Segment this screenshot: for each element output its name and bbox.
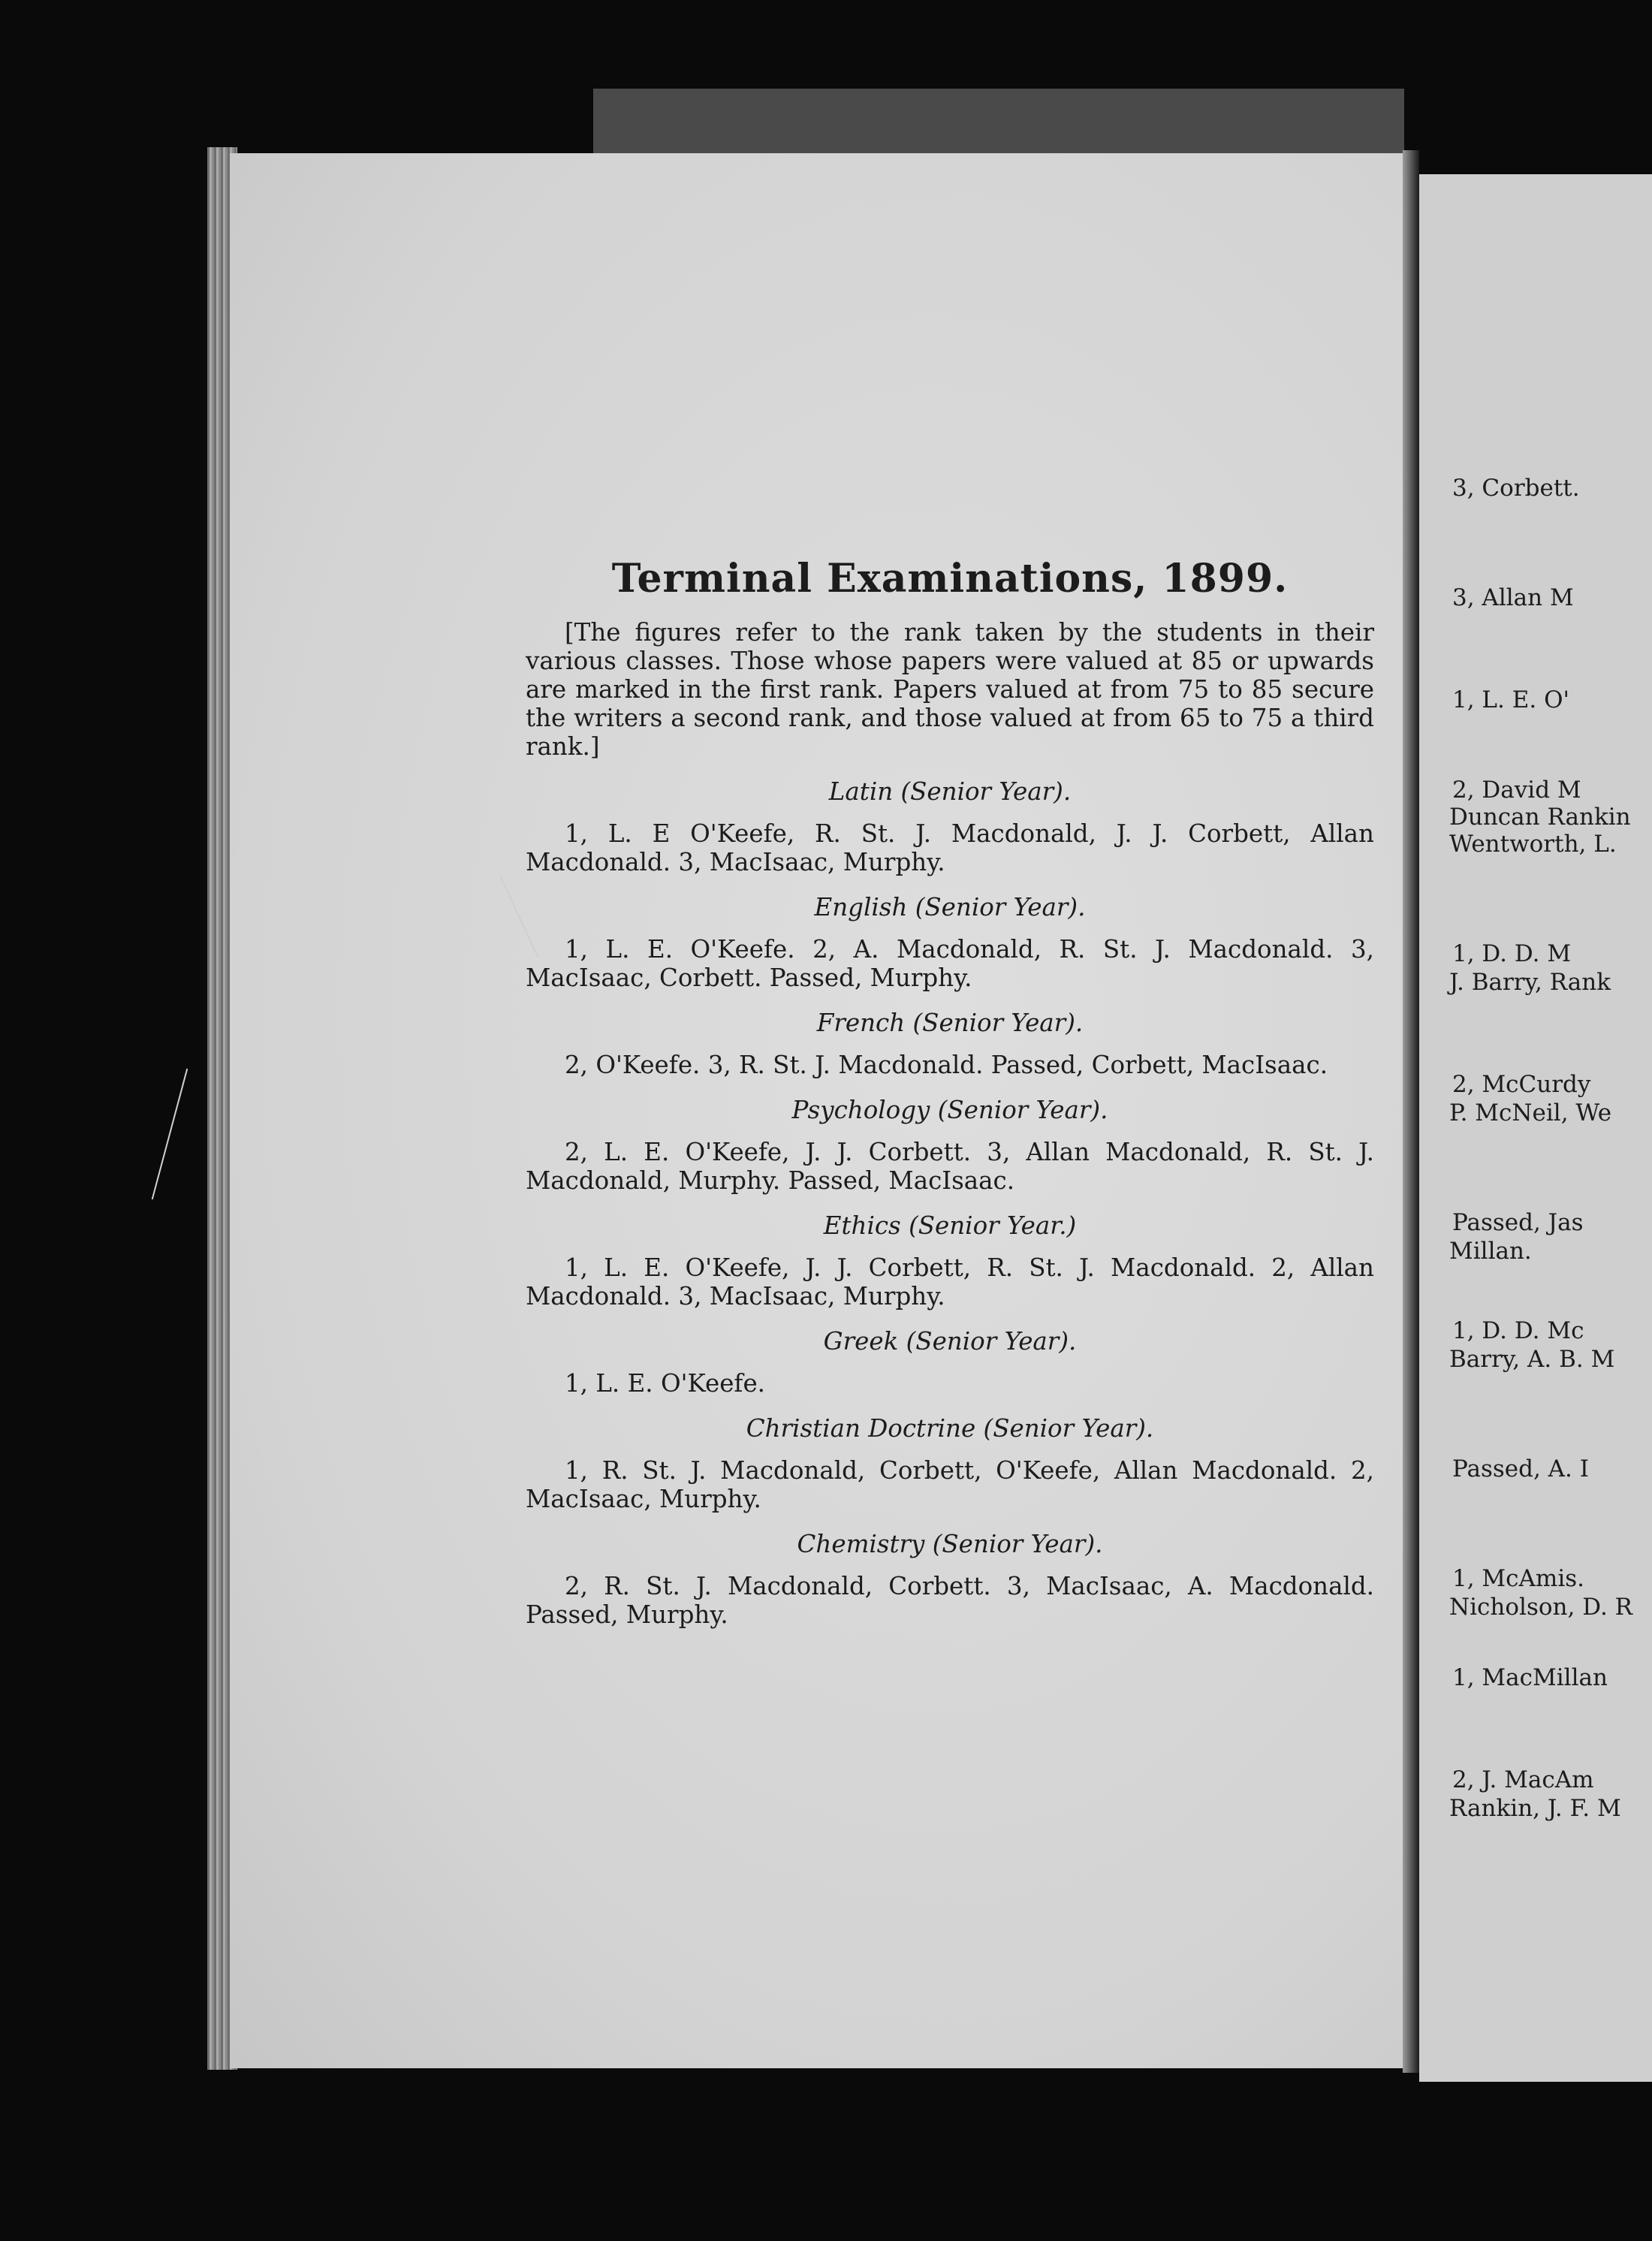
book-gutter: [1403, 150, 1419, 2073]
document-content: [526, 556, 1374, 1629]
right-page-line: Rankin, J. F. M: [1449, 1795, 1621, 1822]
section-title: English (Senior Year).: [814, 893, 1086, 921]
right-page-line: Duncan Rankin: [1449, 804, 1631, 831]
section-body: 1, L. E. O'Keefe. 2, A. Macdonald, R. St. J. Macdonald. 3, MacIsaac, Corbett. Passed, Murphy.: [526, 935, 1374, 992]
right-page-line: 1, MacMillan: [1452, 1664, 1608, 1691]
section-title: Chemistry (Senior Year).: [797, 1530, 1103, 1558]
right-page-line: Nicholson, D. R: [1449, 1594, 1632, 1621]
right-page-line: Wentworth, L.: [1449, 831, 1617, 858]
right-page-line: Passed, A. I: [1452, 1455, 1590, 1482]
section-body: 1, L. E O'Keefe, R. St. J. Macdonald, J. J. Corbett, Allan Macdonald. 3, MacIsaac, Murphy.: [526, 819, 1374, 876]
section-body: 1, L. E. O'Keefe.: [565, 1369, 766, 1398]
section-french: [526, 1009, 1374, 1079]
right-page-line: 3, Corbett.: [1452, 475, 1580, 502]
section-title: Latin (Senior Year).: [828, 777, 1072, 806]
section-psychology: [526, 1096, 1374, 1195]
right-page-line: 2, McCurdy: [1452, 1071, 1591, 1098]
section-title: Psychology (Senior Year).: [791, 1096, 1108, 1124]
section-english: [526, 893, 1374, 992]
right-page-line: 1, McAmis.: [1452, 1565, 1584, 1592]
section-latin: [526, 777, 1374, 876]
section-christian-doctrine: [526, 1414, 1374, 1513]
right-page-line: 2, J. MacAm: [1452, 1766, 1594, 1793]
intro-paragraph: [The figures refer to the rank taken by the students in their various classes. Those whose papers were valued at 85 or upwards are marked in the first rank. Papers valued at from 75 to 85 secure the writers a second rank, and those valued at from 65 to 75 a third rank.]: [526, 618, 1374, 761]
right-page-line: 3, Allan M: [1452, 584, 1574, 611]
right-page-line: 2, David M: [1452, 777, 1581, 804]
section-body: 1, L. E. O'Keefe, J. J. Corbett, R. St. J. Macdonald. 2, Allan Macdonald. 3, MacIsaac, Murphy.: [526, 1253, 1374, 1311]
scratch-mark: [152, 1069, 188, 1199]
section-body: 2, L. E. O'Keefe, J. J. Corbett. 3, Allan Macdonald, R. St. J. Macdonald, Murphy. Passed, MacIsaac.: [526, 1138, 1374, 1195]
right-page-line: P. McNeil, We: [1449, 1099, 1612, 1127]
section-title: French (Senior Year).: [816, 1009, 1084, 1037]
section-body: 2, O'Keefe. 3, R. St. J. Macdonald. Passed, Corbett, MacIsaac.: [565, 1051, 1328, 1079]
right-page-line: 1, L. E. O': [1452, 686, 1569, 713]
section-title: Ethics (Senior Year.): [823, 1211, 1077, 1240]
right-page-line: 1, D. D. Mc: [1452, 1317, 1584, 1344]
right-page-line: Passed, Jas: [1452, 1209, 1584, 1236]
right-page: [1419, 174, 1652, 2082]
section-chemistry: [526, 1530, 1374, 1629]
right-page-line: Barry, A. B. M: [1449, 1346, 1615, 1373]
section-greek: [526, 1327, 1374, 1398]
section-ethics: [526, 1211, 1374, 1311]
section-body: 2, R. St. J. Macdonald, Corbett. 3, MacIsaac, A. Macdonald. Passed, Murphy.: [526, 1572, 1374, 1629]
section-title: Greek (Senior Year).: [823, 1327, 1077, 1356]
right-page-line: 1, D. D. M: [1452, 940, 1572, 967]
section-body: 1, R. St. J. Macdonald, Corbett, O'Keefe, Allan Macdonald. 2, MacIsaac, Murphy.: [526, 1456, 1374, 1513]
right-page-line: J. Barry, Rank: [1449, 969, 1611, 996]
section-title: Christian Doctrine (Senior Year).: [746, 1414, 1154, 1443]
right-page-line: Millan.: [1449, 1238, 1532, 1265]
page-title: Terminal Examinations, 1899.: [611, 556, 1289, 602]
